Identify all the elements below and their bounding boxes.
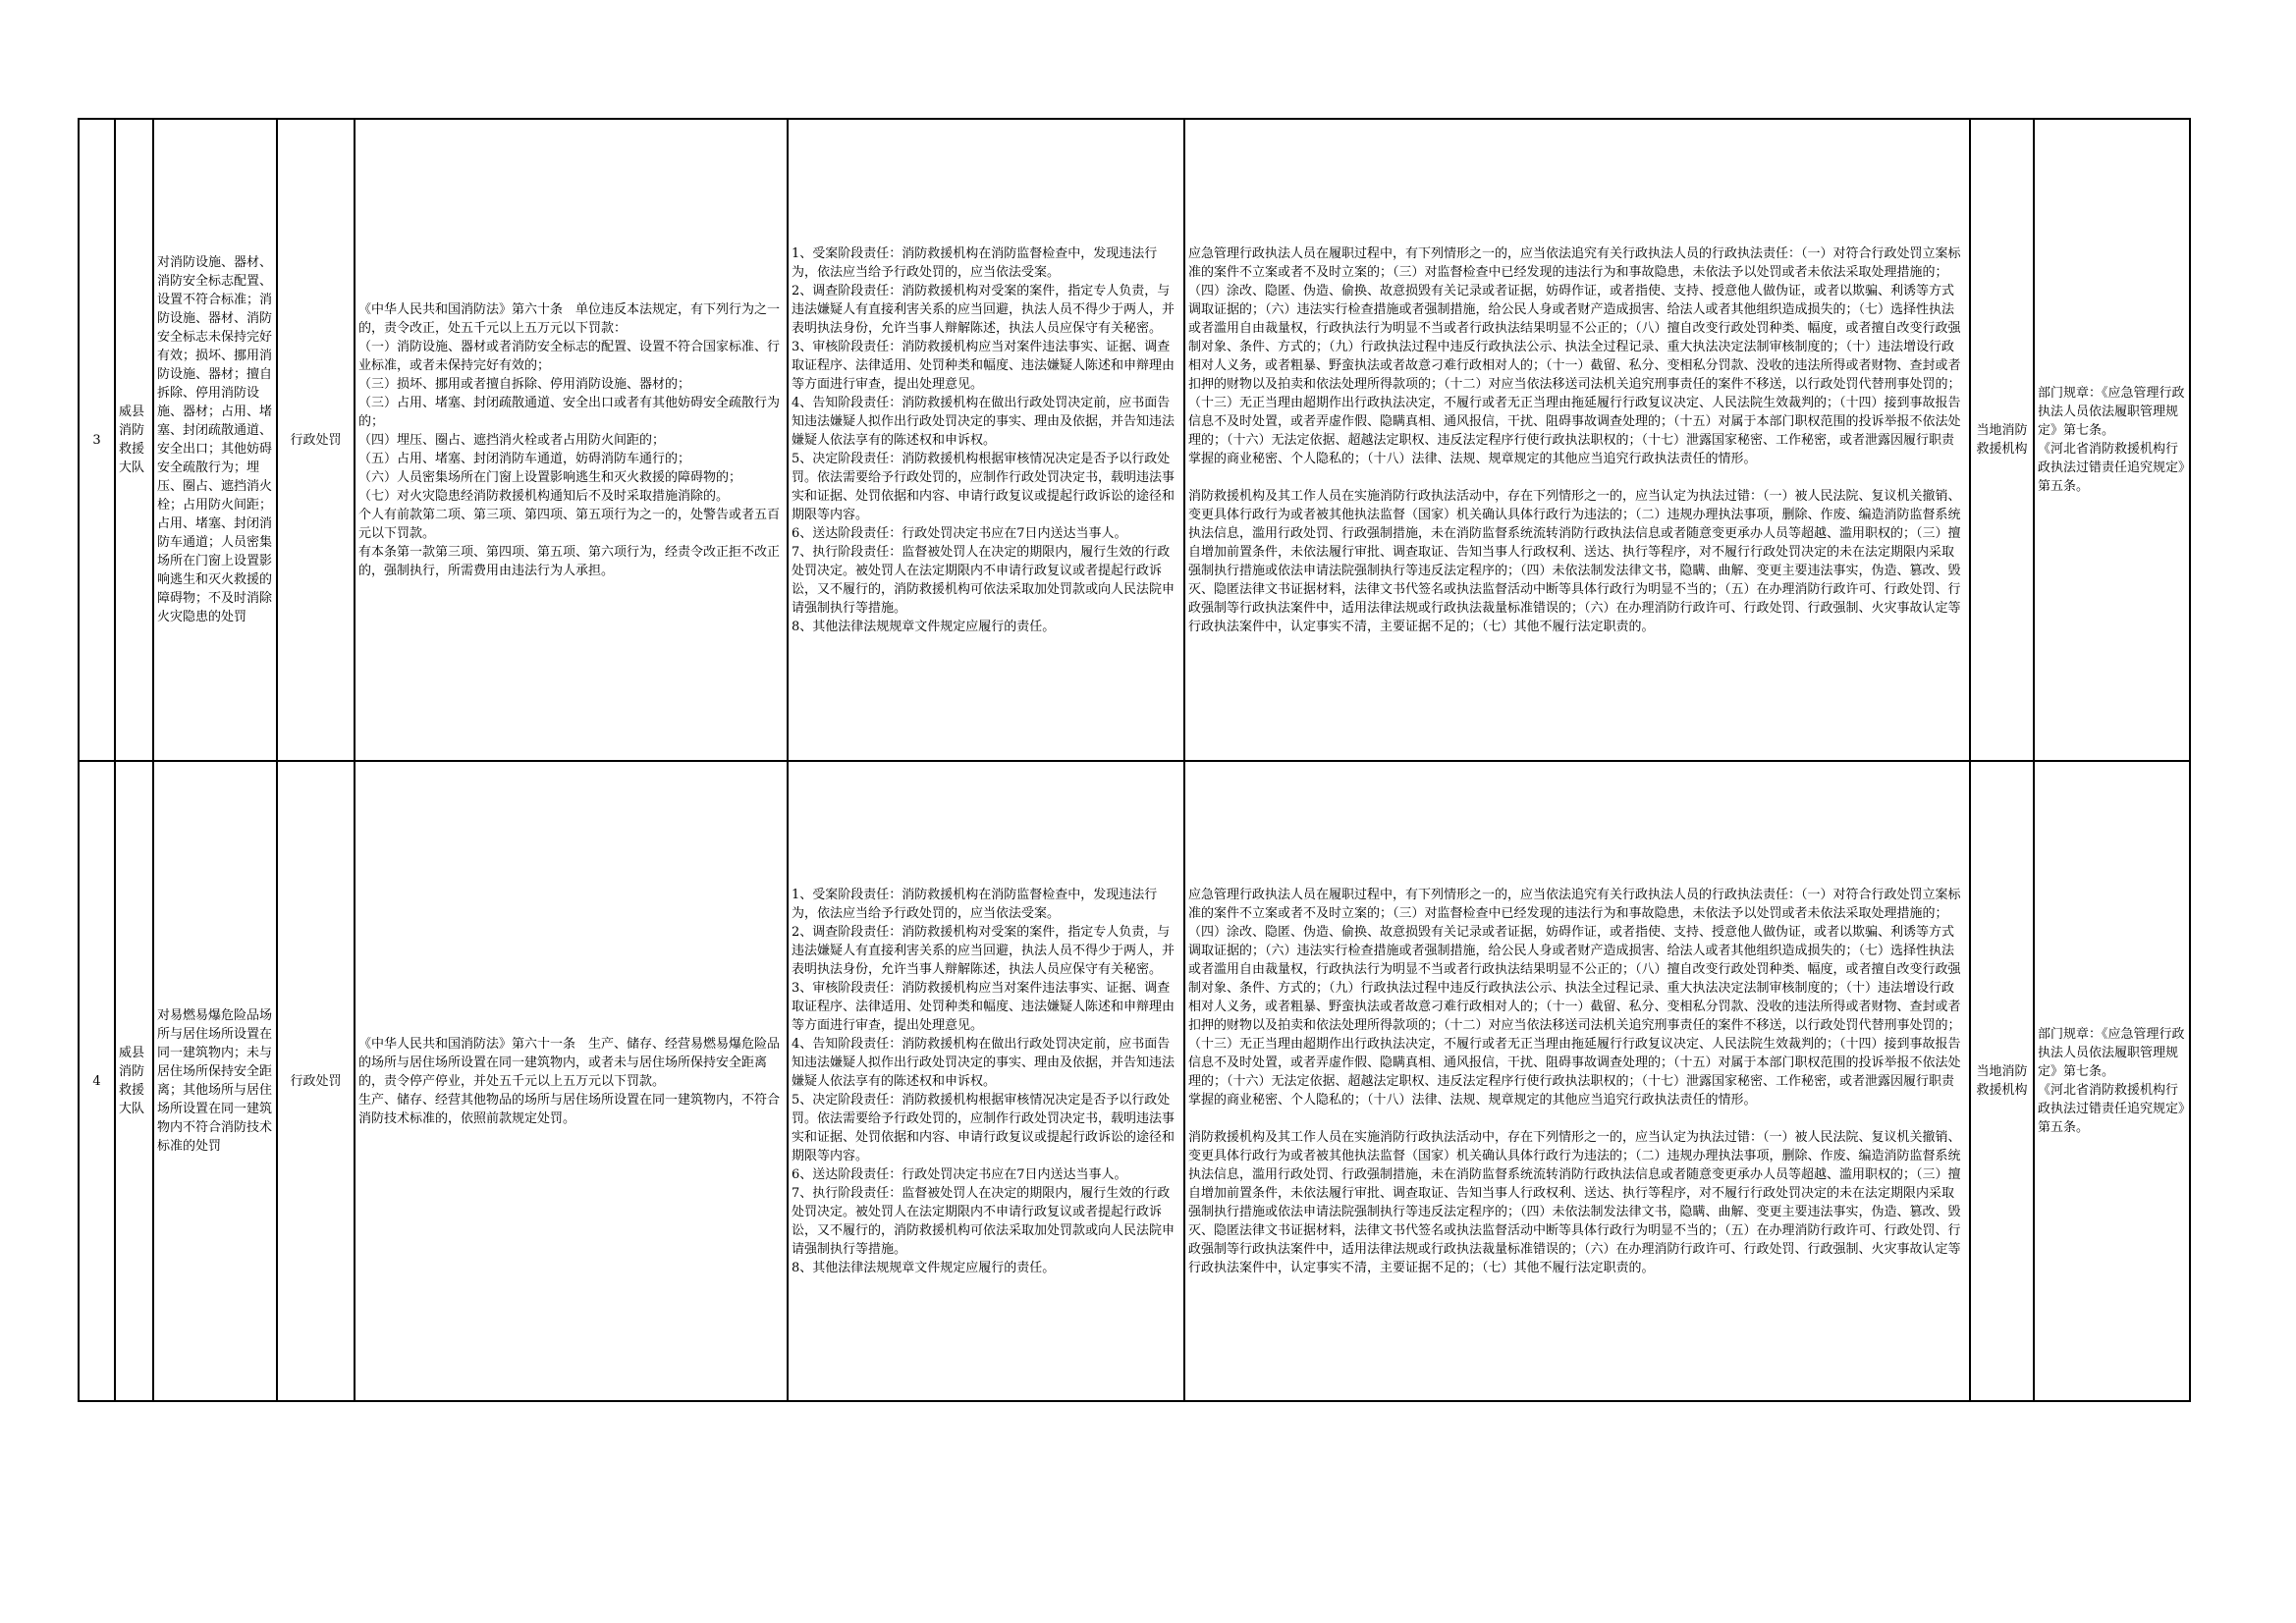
- duty-cell: [788, 119, 1184, 761]
- legal-basis-paragraph: （七）对火灾隐患经消防救援机构通知后不及时采取措施消除的。: [358, 488, 730, 504]
- table-row: [79, 119, 2190, 761]
- row-number: 3: [79, 119, 115, 761]
- duty-item: 1、受案阶段责任：消防救援机构在消防监督检查中，发现违法行为，依法应当给予行政处罚的，应当依法受案。: [792, 245, 1158, 280]
- responsible-org: 当地消防救援机构: [1970, 761, 2034, 1401]
- duty-item: 4、告知阶段责任：消防救援机构在做出行政处罚决定前，应书面告知违法嫌疑人拟作出行政处罚决定的事实、理由及依据，并告知违法嫌疑人依法享有的陈述权和申诉权。: [792, 1036, 1175, 1089]
- power-item-name: 对易燃易爆危险品场所与居住场所设置在同一建筑物内；未与居住场所保持安全距离；其他场所与居住场所设置在同一建筑物内不符合消防技术标准的处罚: [153, 761, 277, 1401]
- power-type: 行政处罚: [277, 119, 355, 761]
- accountability-paragraph: 消防救援机构及其工作人员在实施消防行政执法活动中，存在下列情形之一的，应当认定为执法过错：（一）被人民法院、复议机关撤销、变更具体行政行为或者被其他执法监督（国家）机关确认具体行政行为违法的；（二）违规办理执法事项，删除、作废、编造消防监督系统执法信息，滥用行政处罚、行政强制措施，未在消防监督系统流转消防行政执法信息或者随意变更承办人员等超越、滥用职权的；（三）擅自增加前置条件，未依法履行审批、调查取证、告知当事人行政权利、送达、执行等程序，对不履行行政处罚决定的未在法定期限内采取强制执行措施或依法申请法院强制执行等违反法定程序的；（四）未依法制发法律文书，隐瞒、曲解、变更主要违法事实，伪造、篡改、毁灭、隐匿法律文书证据材料，法律文书代签名或执法监督活动中断等具体行政行为明显不当的；（五）在办理消防行政许可、行政处罚、行政强制等行政执法案件中，适用法律法规或行政执法裁量标准错误的；（六）在办理消防行政许可、行政处罚、行政强制、火灾事故认定等行政执法案件中，认定事实不清，主要证据不足的；（七）其他不履行法定职责的。: [1188, 488, 1961, 634]
- implementing-unit: 威县消防救援大队: [115, 761, 153, 1401]
- power-item-name: 对消防设施、器材、消防安全标志配置、设置不符合标准；消防设施、器材、消防安全标志未保持完好有效；损坏、挪用消防设施、器材；擅自拆除、停用消防设施、器材；占用、堵塞、封闭疏散通道、安全出口；其他妨碍安全疏散行为；埋压、圈占、遮挡消火栓；占用防火间距；占用、堵塞、封闭消防车通道；人员密集场所在门窗上设置影响逃生和灭火救援的障碍物；不及时消除火灾隐患的处罚: [153, 119, 277, 761]
- power-type: 行政处罚: [277, 761, 355, 1401]
- duty-item: 7、执行阶段责任：监督被处罚人在决定的期限内，履行生效的行政处罚决定。被处罚人在法定期限内不申请行政复议或者提起行政诉讼，又不履行的，消防救援机构可依法采取加处罚款或向人民法院申请强制执行等措施。: [792, 544, 1175, 616]
- legal-basis-paragraph: 生产、储存、经营其他物品的场所与居住场所设置在同一建筑物内，不符合消防技术标准的，依照前款规定处罚。: [358, 1092, 781, 1126]
- duty-item: 4、告知阶段责任：消防救援机构在做出行政处罚决定前，应书面告知违法嫌疑人拟作出行政处罚决定的事实、理由及依据，并告知违法嫌疑人依法享有的陈述权和申诉权。: [792, 395, 1175, 448]
- legal-basis-paragraph: （五）占用、堵塞、封闭消防车通道，妨碍消防车通行的；: [358, 451, 691, 466]
- regulation-item: 《河北省消防救援机构行政执法过错责任追究规定》第五条。: [2038, 1083, 2185, 1135]
- duty-item: 2、调查阶段责任：消防救援机构对受案的案件，指定专人负责，与违法嫌疑人有直接利害关系的应当回避，执法人员不得少于两人，并表明执法身份，允许当事人辩解陈述，执法人员应保守有关秘密。: [792, 283, 1175, 336]
- duty-item: 8、其他法律法规规章文件规定应履行的责任。: [792, 619, 1056, 634]
- paragraph-gap: [1188, 468, 1966, 487]
- legal-basis-cell: [355, 119, 788, 761]
- legal-basis-paragraph: （三）损坏、挪用或者擅自拆除、停用消防设施、器材的；: [358, 376, 691, 392]
- paragraph-gap: [1188, 1109, 1966, 1128]
- legal-basis-paragraph: 《中华人民共和国消防法》第六十条 单位违反本法规定，有下列行为之一的，责令改正，处五千元以上五万元以下罚款：: [358, 301, 781, 336]
- duty-item: 3、审核阶段责任：消防救援机构应当对案件违法事实、证据、调查取证程序、法律适用、处罚种类和幅度、违法嫌疑人陈述和申辩理由等方面进行审查，提出处理意见。: [792, 339, 1175, 392]
- legal-basis-paragraph: （三）占用、堵塞、封闭疏散通道、安全出口或者有其他妨碍安全疏散行为的；: [358, 395, 781, 429]
- implementing-unit: 威县消防救援大队: [115, 119, 153, 761]
- duty-item: 7、执行阶段责任：监督被处罚人在决定的期限内，履行生效的行政处罚决定。被处罚人在法定期限内不申请行政复议或者提起行政诉讼，又不履行的，消防救援机构可依法采取加处罚款或向人民法院申请强制执行等措施。: [792, 1185, 1175, 1257]
- responsible-org: 当地消防救援机构: [1970, 119, 2034, 761]
- legal-basis-paragraph: （六）人员密集场所在门窗上设置影响逃生和灭火救援的障碍物的；: [358, 469, 742, 485]
- regulation-item: 部门规章：《应急管理行政执法人员依法履职管理规定》第七条。: [2038, 1027, 2185, 1079]
- legal-basis-paragraph: （四）埋压、圈占、遮挡消火栓或者占用防火间距的；: [358, 432, 666, 448]
- duty-item: 6、送达阶段责任：行政处罚决定书应在7日内送达当事人。: [792, 1166, 1127, 1182]
- duty-item: 6、送达阶段责任：行政处罚决定书应在7日内送达当事人。: [792, 525, 1127, 541]
- accountability-paragraph: 应急管理行政执法人员在履职过程中，有下列情形之一的，应当依法追究有关行政执法人员的行政执法责任：（一）对符合行政处罚立案标准的案件不立案或者不及时立案的；（三）对监督检查中已经发现的违法行为和事故隐患，未依法予以处罚或者未依法采取处理措施的；（四）涂改、隐匿、伪造、偷换、故意损毁有关记录或者证据，妨碍作证，或者指使、支持、授意他人做伪证，或者以欺骗、利诱等方式调取证据的；（六）违法实行检查措施或者强制措施，给公民人身或者财产造成损害、给法人或者其他组织造成损失的；（七）选择性执法或者滥用自由裁量权，行政执法行为明显不当或者行政执法结果明显不公正的；（八）擅自改变行政处罚种类、幅度，或者擅自改变行政强制对象、条件、方式的；（九）行政执法过程中违反行政执法公示、执法全过程记录、重大执法决定法制审核制度的；（十）违法增设行政相对人义务，或者粗暴、野蛮执法或者故意刁难行政相对人的；（十一）截留、私分、变相私分罚款、没收的违法所得或者财物、查封或者扣押的财物以及拍卖和依法处理所得款项的；（十二）对应当依法移送司法机关追究刑事责任的案件不移送，以行政处罚代替刑事处罚的；（十三）无正当理由超期作出行政执法决定，不履行或者无正当理由拖延履行行政复议决定、人民法院生效裁判的；（十四）接到事故报告信息不及时处置，或者弄虚作假、隐瞒真相、通风报信，干扰、阻碍事故调查处理的；（十五）对属于本部门职权范围的投诉举报不依法处理的；（十六）无法定依据、超越法定职权、违反法定程序行使行政执法职权的；（十七）泄露国家秘密、工作秘密，或者泄露因履行职责掌握的商业秘密、个人隐私的；（十八）法律、法规、规章规定的其他应当追究行政执法责任的情形。: [1188, 245, 1961, 466]
- duty-item: 1、受案阶段责任：消防救援机构在消防监督检查中，发现违法行为，依法应当给予行政处罚的，应当依法受案。: [792, 887, 1158, 921]
- accountability-cell: [1184, 119, 1970, 761]
- regulation-cell: [2034, 119, 2190, 761]
- table-row: [79, 761, 2190, 1401]
- legal-basis-paragraph: 《中华人民共和国消防法》第六十一条 生产、储存、经营易燃易爆危险品的场所与居住场所设置在同一建筑物内，或者未与居住场所保持安全距离的，责令停产停业，并处五千元以上五万元以下罚款。: [358, 1036, 781, 1089]
- legal-basis-paragraph: 有本条第一款第三项、第四项、第五项、第六项行为，经责令改正拒不改正的，强制执行，所需费用由违法行为人承担。: [358, 544, 781, 578]
- regulation-item: 部门规章：《应急管理行政执法人员依法履职管理规定》第七条。: [2038, 386, 2185, 438]
- duty-cell: [788, 761, 1184, 1401]
- power-list-table: [78, 118, 2191, 1402]
- duty-item: 8、其他法律法规规章文件规定应履行的责任。: [792, 1260, 1056, 1275]
- duty-item: 2、调查阶段责任：消防救援机构对受案的案件，指定专人负责，与违法嫌疑人有直接利害关系的应当回避，执法人员不得少于两人，并表明执法身份，允许当事人辩解陈述，执法人员应保守有关秘密。: [792, 924, 1175, 977]
- legal-basis-cell: [355, 761, 788, 1401]
- row-number: 4: [79, 761, 115, 1401]
- duty-item: 5、决定阶段责任：消防救援机构根据审核情况决定是否予以行政处罚。依法需要给予行政处罚的，应制作行政处罚决定书，载明违法事实和证据、处罚依据和内容、申请行政复议或提起行政诉讼的途径和期限等内容。: [792, 451, 1175, 522]
- regulation-item: 《河北省消防救援机构行政执法过错责任追究规定》第五条。: [2038, 442, 2185, 494]
- accountability-paragraph: 消防救援机构及其工作人员在实施消防行政执法活动中，存在下列情形之一的，应当认定为执法过错：（一）被人民法院、复议机关撤销、变更具体行政行为或者被其他执法监督（国家）机关确认具体行政行为违法的；（二）违规办理执法事项，删除、作废、编造消防监督系统执法信息，滥用行政处罚、行政强制措施，未在消防监督系统流转消防行政执法信息或者随意变更承办人员等超越、滥用职权的；（三）擅自增加前置条件，未依法履行审批、调查取证、告知当事人行政权利、送达、执行等程序，对不履行行政处罚决定的未在法定期限内采取强制执行措施或依法申请法院强制执行等违反法定程序的；（四）未依法制发法律文书，隐瞒、曲解、变更主要违法事实，伪造、篡改、毁灭、隐匿法律文书证据材料，法律文书代签名或执法监督活动中断等具体行政行为明显不当的；（五）在办理消防行政许可、行政处罚、行政强制等行政执法案件中，适用法律法规或行政执法裁量标准错误的；（六）在办理消防行政许可、行政处罚、行政强制、火灾事故认定等行政执法案件中，认定事实不清，主要证据不足的；（七）其他不履行法定职责的。: [1188, 1129, 1961, 1275]
- regulation-cell: [2034, 761, 2190, 1401]
- duty-item: 5、决定阶段责任：消防救援机构根据审核情况决定是否予以行政处罚。依法需要给予行政处罚的，应制作行政处罚决定书，载明违法事实和证据、处罚依据和内容、申请行政复议或提起行政诉讼的途径和期限等内容。: [792, 1092, 1175, 1163]
- accountability-paragraph: 应急管理行政执法人员在履职过程中，有下列情形之一的，应当依法追究有关行政执法人员的行政执法责任：（一）对符合行政处罚立案标准的案件不立案或者不及时立案的；（三）对监督检查中已经发现的违法行为和事故隐患，未依法予以处罚或者未依法采取处理措施的；（四）涂改、隐匿、伪造、偷换、故意损毁有关记录或者证据，妨碍作证，或者指使、支持、授意他人做伪证，或者以欺骗、利诱等方式调取证据的；（六）违法实行检查措施或者强制措施，给公民人身或者财产造成损害、给法人或者其他组织造成损失的；（七）选择性执法或者滥用自由裁量权，行政执法行为明显不当或者行政执法结果明显不公正的；（八）擅自改变行政处罚种类、幅度，或者擅自改变行政强制对象、条件、方式的；（九）行政执法过程中违反行政执法公示、执法全过程记录、重大执法决定法制审核制度的；（十）违法增设行政相对人义务，或者粗暴、野蛮执法或者故意刁难行政相对人的；（十一）截留、私分、变相私分罚款、没收的违法所得或者财物、查封或者扣押的财物以及拍卖和依法处理所得款项的；（十二）对应当依法移送司法机关追究刑事责任的案件不移送，以行政处罚代替刑事处罚的；（十三）无正当理由超期作出行政执法决定，不履行或者无正当理由拖延履行行政复议决定、人民法院生效裁判的；（十四）接到事故报告信息不及时处置，或者弄虚作假、隐瞒真相、通风报信，干扰、阻碍事故调查处理的；（十五）对属于本部门职权范围的投诉举报不依法处理的；（十六）无法定依据、超越法定职权、违反法定程序行使行政执法职权的；（十七）泄露国家秘密、工作秘密，或者泄露因履行职责掌握的商业秘密、个人隐私的；（十八）法律、法规、规章规定的其他应当追究行政执法责任的情形。: [1188, 887, 1961, 1108]
- legal-basis-paragraph: （一）消防设施、器材或者消防安全标志的配置、设置不符合国家标准、行业标准，或者未保持完好有效的；: [358, 339, 781, 373]
- accountability-cell: [1184, 761, 1970, 1401]
- legal-basis-paragraph: 个人有前款第二项、第三项、第四项、第五项行为之一的，处警告或者五百元以下罚款。: [358, 507, 781, 541]
- duty-item: 3、审核阶段责任：消防救援机构应当对案件违法事实、证据、调查取证程序、法律适用、处罚种类和幅度、违法嫌疑人陈述和申辩理由等方面进行审查，提出处理意见。: [792, 980, 1175, 1033]
